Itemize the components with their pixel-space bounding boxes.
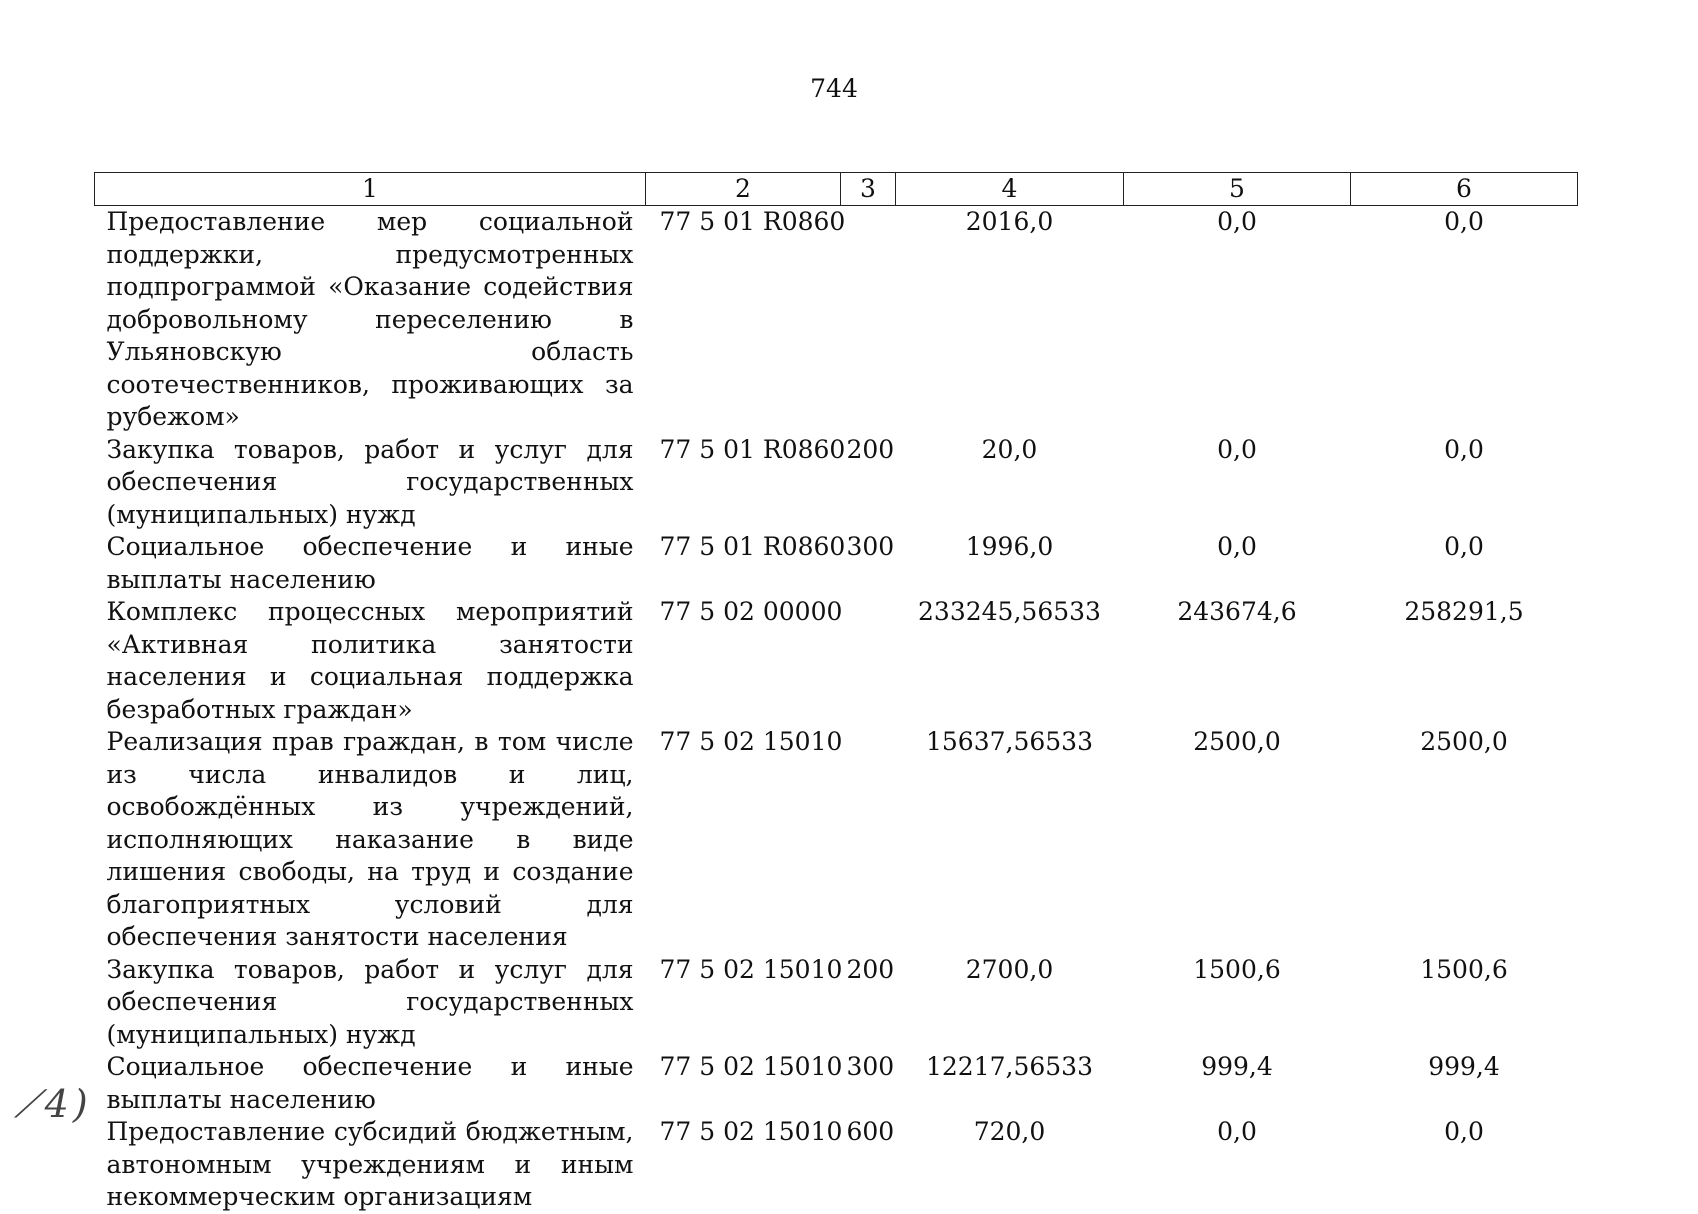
amount-col-6: 258291,5 xyxy=(1404,597,1524,626)
amount-col-6: 1500,6 xyxy=(1420,954,1508,984)
item-name: Социальное обеспечение и иные выплаты населению xyxy=(106,532,634,594)
target-code: 77 5 02 00000 xyxy=(659,597,843,626)
page-number: 744 xyxy=(810,74,858,103)
column-header-3: 3 xyxy=(841,173,896,206)
amount-col-6: 0,0 xyxy=(1444,207,1484,236)
item-name: Комплекс процессных мероприятий «Активная политика занятости населения и социальная поддержка безработных граждан» xyxy=(106,597,634,724)
expense-kind xyxy=(841,596,896,726)
item-name: Закупка товаров, работ и услуг для обеспечения государственных (муниципальных) нужд xyxy=(106,434,634,529)
amount-col-4: 2016,0 xyxy=(965,207,1054,236)
amount-col-5: 243674,6 xyxy=(1177,597,1297,626)
amount-col-5: 2500,0 xyxy=(1193,727,1281,756)
table-row xyxy=(95,1051,1578,1116)
table-row xyxy=(95,206,1578,434)
target-code: 77 5 01 R0860 xyxy=(659,434,846,464)
table-row xyxy=(95,531,1578,596)
amount-col-4: 720,0 xyxy=(973,1117,1046,1146)
expense-kind: 300 xyxy=(846,532,895,561)
amount-col-4: 20,0 xyxy=(981,434,1038,464)
table-row xyxy=(95,726,1578,954)
item-name: Предоставление мер социальной поддержки, предусмотренных подпрограммой «Оказание содействия добровольному переселению в Ульяновскую область соотечественников, проживающих за рубежом» xyxy=(106,207,634,431)
amount-col-4: 15637,56533 xyxy=(925,727,1093,756)
amount-col-6: 999,4 xyxy=(1428,1052,1500,1081)
table-row xyxy=(95,1116,1578,1214)
column-header-6: 6 xyxy=(1351,173,1578,206)
handwritten-mark: ⟋ 4 ) xyxy=(14,1082,84,1126)
item-name: Реализация прав граждан, в том числе из числа инвалидов и лиц, освобождённых из учреждений, исполняющих наказание в виде лишения свободы, на труд и создание благоприятных условий для обеспечения занятости населения xyxy=(106,727,634,951)
table-row xyxy=(95,434,1578,532)
amount-col-4: 2700,0 xyxy=(965,954,1054,984)
budget-table xyxy=(94,172,1578,1214)
amount-col-5: 0,0 xyxy=(1217,532,1257,561)
amount-col-6: 0,0 xyxy=(1444,532,1484,561)
expense-kind xyxy=(841,726,896,954)
table-row xyxy=(95,954,1578,1052)
item-name: Социальное обеспечение и иные выплаты населению xyxy=(106,1052,634,1114)
amount-col-6: 2500,0 xyxy=(1420,727,1508,756)
expense-kind: 600 xyxy=(846,1117,895,1146)
target-code: 77 5 02 15010 xyxy=(659,954,843,984)
item-name: Закупка товаров, работ и услуг для обеспечения государственных (муниципальных) нужд xyxy=(106,954,634,1049)
expense-kind: 200 xyxy=(846,954,895,984)
target-code: 77 5 02 15010 xyxy=(659,1117,843,1146)
amount-col-5: 0,0 xyxy=(1217,1117,1257,1146)
amount-col-5: 0,0 xyxy=(1217,207,1257,236)
target-code: 77 5 02 15010 xyxy=(659,727,843,756)
amount-col-5: 1500,6 xyxy=(1193,954,1281,984)
amount-col-6: 0,0 xyxy=(1444,1117,1484,1146)
amount-col-4: 12217,56533 xyxy=(925,1052,1093,1081)
column-header-5: 5 xyxy=(1124,173,1351,206)
header-row xyxy=(95,173,1578,206)
column-header-4: 4 xyxy=(896,173,1124,206)
target-code: 77 5 01 R0860 xyxy=(659,207,846,236)
target-code: 77 5 01 R0860 xyxy=(659,532,846,561)
amount-col-5: 999,4 xyxy=(1201,1052,1273,1081)
amount-col-5: 0,0 xyxy=(1217,434,1257,464)
amount-col-4: 233245,56533 xyxy=(918,597,1101,626)
expense-kind xyxy=(841,206,896,434)
amount-col-6: 0,0 xyxy=(1444,434,1484,464)
column-header-1: 1 xyxy=(95,173,646,206)
expense-kind: 200 xyxy=(846,434,895,464)
table-row xyxy=(95,596,1578,726)
target-code: 77 5 02 15010 xyxy=(659,1052,843,1081)
item-name: Предоставление субсидий бюджетным, автономным учреждениям и иным некоммерческим организациям xyxy=(106,1117,634,1211)
expense-kind: 300 xyxy=(846,1052,895,1081)
column-header-2: 2 xyxy=(646,173,841,206)
amount-col-4: 1996,0 xyxy=(965,532,1054,561)
